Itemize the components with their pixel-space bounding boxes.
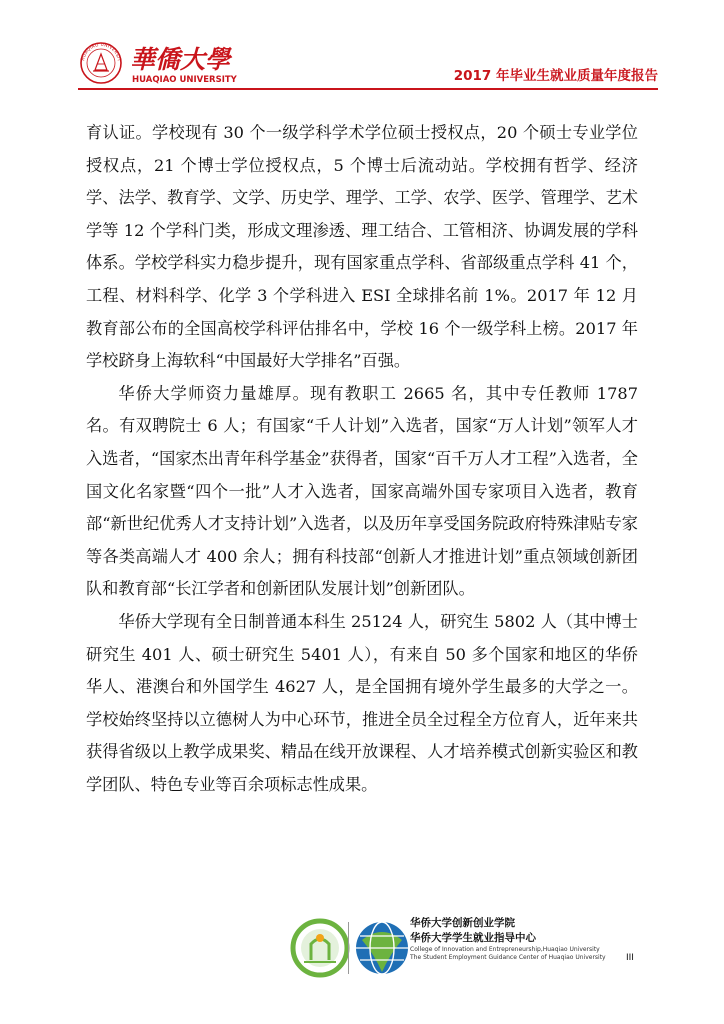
paragraph: 华侨大学现有全日制普通本科生 25124 人，研究生 5802 人（其中博士研究生 401 人、硕士研究生 5401 人），有来自 50 多个国家和地区的华侨华人、港澳台和外国学生 4627 人，是全国拥有境外学生最多的大学之一。学校始终坚持以立德树人为中心环节，推进全员全过程全方位育人，近年来共获得省级以上教学成果奖、精品在线开放课程、人才培养模式创新实验区和教学团队、特色专业等百余项标志性成果。 <box>86 611 638 794</box>
report-title: 2017 年毕业生就业质量年度报告 <box>453 68 658 84</box>
footer-org-text <box>410 916 650 962</box>
footer-emblems <box>290 910 410 986</box>
paragraph: 育认证。学校现有 30 个一级学科学术学位硕士授权点，20 个硕士专业学位授权点，21 个博士学位授权点，5 个博士后流动站。学校拥有哲学、经济学、法学、教育学、文学、历史学、理学、工学、农学、医学、管理学、艺术学等 12 个学科门类，形成文理渗透、理工结合、工管相济、协调发展的学科体系。学校学科实力稳步提升，现有国家重点学科、省部级重点学科 41 个，工程、材料科学、化学 3 个学科进入 ESI 全球排名前 1%。2017 年 12 月教育部公布的全国高校学科评估排名中，学校 16 个一级学科上榜。2017 年学校跻身上海软科“中国最好大学排名”百强。 <box>86 123 638 371</box>
org-name-en-1: College of Innovation and Entrepreneurship,Huaqiao University <box>410 946 600 953</box>
footer-divider <box>348 922 349 974</box>
org-name-en-2: The Student Employment Guidance Center of Huaqiao University <box>410 954 606 961</box>
employment-center-emblem-icon <box>356 922 408 974</box>
university-logo <box>78 40 318 86</box>
logo-seal-text: HUAQIAO UNIVERSIT <box>81 42 121 63</box>
page-footer <box>290 910 650 986</box>
body-text <box>86 117 638 801</box>
org-name-cn-2: 华侨大学学生就业指导中心 <box>410 932 536 944</box>
header-divider <box>78 88 658 90</box>
logo-brand-en: HUAQIAO UNIVERSITY <box>132 75 237 85</box>
org-name-cn-1: 华侨大学创新创业学院 <box>410 917 515 929</box>
page-number: III <box>626 953 634 963</box>
logo-brand-cn: 華僑大學 <box>130 45 231 74</box>
innovation-college-emblem-icon <box>293 921 347 975</box>
paragraph: 华侨大学师资力量雄厚。现有教职工 2665 名，其中专任教师 1787 名。有双聘院士 6 人；有国家“千人计划”入选者，国家“万人计划”领军人才入选者，“国家杰出青年科学基金”获得者，国家“百千万人才工程”入选者，全国文化名家暨“四个一批”人才入选者，国家高端外国专家项目入选者，教育部“新世纪优秀人才支持计划”入选者，以及历年享受国务院政府特殊津贴专家等各类高端人才 400 余人；拥有科技部“创新人才推进计划”重点领域创新团队和教育部“长江学者和创新团队发展计划”创新团队。 <box>86 383 638 599</box>
page-header <box>78 40 658 88</box>
